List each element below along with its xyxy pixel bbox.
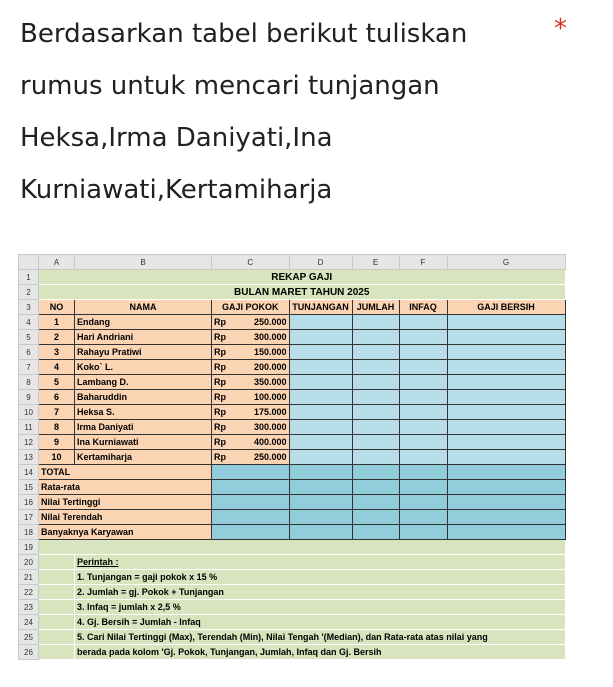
row-header: 7 [19,360,39,375]
cell-empty [447,495,565,510]
cell-empty [399,330,447,345]
cell-empty [447,315,565,330]
spacer-cell [39,600,75,615]
cell-empty [447,360,565,375]
sheet-title: REKAP GAJI [39,270,566,285]
row-header: 24 [19,615,39,630]
cell-empty [352,450,399,465]
cell-empty [399,390,447,405]
cell-no: 8 [39,420,75,435]
column-header-E: E [352,255,399,270]
cell-empty [212,465,290,480]
cell-empty [352,525,399,540]
cell-nama: Baharuddin [75,390,212,405]
cell-empty [352,420,399,435]
row-header: 22 [19,585,39,600]
required-asterisk: * [554,14,567,44]
column-header-D: D [289,255,352,270]
row-header: 12 [19,435,39,450]
row-header: 23 [19,600,39,615]
cell-empty [289,315,352,330]
summary-label: Nilai Terendah [39,510,212,525]
cell-empty [447,405,565,420]
cell-gaji-pokok: 400.000 [228,435,289,450]
row-header: 25 [19,630,39,645]
cell-gaji-pokok: 175.000 [228,405,289,420]
row-header: 17 [19,510,39,525]
cell-empty [352,330,399,345]
spacer-cell [39,555,75,570]
instruction-line: 1. Tunjangan = gaji pokok x 15 % [75,570,566,585]
cell-empty [447,525,565,540]
cell-gaji-pokok: 350.000 [228,375,289,390]
column-header-G: G [447,255,565,270]
column-header-jumlah: JUMLAH [352,300,399,315]
cell-empty [352,390,399,405]
cell-empty [399,420,447,435]
cell-rp: Rp [212,330,229,345]
sheet-subtitle: BULAN MARET TAHUN 2025 [39,285,566,300]
cell-empty [399,495,447,510]
cell-rp: Rp [212,360,229,375]
cell-nama: Rahayu Pratiwi [75,345,212,360]
cell-rp: Rp [212,345,229,360]
column-header-nama: NAMA [75,300,212,315]
cell-nama: Endang [75,315,212,330]
cell-empty [289,375,352,390]
column-header-infaq: INFAQ [399,300,447,315]
cell-gaji-pokok: 100.000 [228,390,289,405]
column-header-C: C [212,255,290,270]
row-header: 21 [19,570,39,585]
cell-empty [447,390,565,405]
instruction-line: 2. Jumlah = gj. Pokok + Tunjangan [75,585,566,600]
cell-empty [399,345,447,360]
spreadsheet-image [18,254,566,660]
cell-nama: Kertamiharja [75,450,212,465]
cell-nama: Irma Daniyati [75,420,212,435]
cell-empty [399,315,447,330]
cell-empty [447,345,565,360]
cell-no: 6 [39,390,75,405]
row-header: 13 [19,450,39,465]
spacer-cell [39,570,75,585]
cell-nama: Hari Andriani [75,330,212,345]
cell-nama: Ina Kurniawati [75,435,212,450]
cell-empty [289,360,352,375]
cell-empty [447,465,565,480]
column-header-F: F [399,255,447,270]
cell-no: 4 [39,360,75,375]
cell-empty [399,375,447,390]
row-header: 1 [19,270,39,285]
cell-empty [289,420,352,435]
column-header-tunjangan: TUNJANGAN [289,300,352,315]
cell-empty [399,525,447,540]
row-header: 26 [19,645,39,660]
cell-gaji-pokok: 150.000 [228,345,289,360]
cell-gaji-pokok: 300.000 [228,420,289,435]
cell-empty [289,525,352,540]
cell-gaji-pokok: 250.000 [228,450,289,465]
cell-empty [212,495,290,510]
cell-empty [352,435,399,450]
instruction-line: 5. Cari Nilai Tertinggi (Max), Terendah (Min), Nilai Tengah '(Median), dan Rata-rata atas nilai yang [75,630,566,645]
spacer-cell [39,585,75,600]
row-header: 8 [19,375,39,390]
cell-empty [352,465,399,480]
row-header: 10 [19,405,39,420]
cell-empty [447,330,565,345]
column-header-gaji-pokok: GAJI POKOK [212,300,290,315]
cell-rp: Rp [212,420,229,435]
cell-empty [212,480,290,495]
cell-empty [447,420,565,435]
cell-rp: Rp [212,450,229,465]
spacer-cell [39,645,75,660]
row-header: 15 [19,480,39,495]
cell-empty [352,375,399,390]
instruction-line: 4. Gj. Bersih = Jumlah - Infaq [75,615,566,630]
row-header: 20 [19,555,39,570]
row-header: 18 [19,525,39,540]
cell-no: 9 [39,435,75,450]
corner-cell [19,255,39,270]
row-header: 9 [19,390,39,405]
cell-empty [289,480,352,495]
cell-empty [447,435,565,450]
column-header-no: NO [39,300,75,315]
cell-empty [352,480,399,495]
cell-empty [352,405,399,420]
cell-empty [399,510,447,525]
cell-empty [352,315,399,330]
cell-empty [399,435,447,450]
cell-no: 10 [39,450,75,465]
cell-empty [289,450,352,465]
cell-empty [352,345,399,360]
cell-gaji-pokok: 300.000 [228,330,289,345]
summary-label: Nilai Tertinggi [39,495,212,510]
instruction-line: 3. Infaq = jumlah x 2,5 % [75,600,566,615]
cell-rp: Rp [212,390,229,405]
cell-empty [352,510,399,525]
row-header: 11 [19,420,39,435]
row-header: 6 [19,345,39,360]
cell-rp: Rp [212,405,229,420]
cell-rp: Rp [212,375,229,390]
cell-no: 1 [39,315,75,330]
cell-empty [289,495,352,510]
cell-empty [447,450,565,465]
cell-gaji-pokok: 250.000 [228,315,289,330]
cell-no: 3 [39,345,75,360]
summary-label: TOTAL [39,465,212,480]
cell-nama: Koko` L. [75,360,212,375]
cell-empty [399,480,447,495]
summary-label: Banyaknya Karyawan [39,525,212,540]
cell-empty [212,525,290,540]
spacer-cell [39,615,75,630]
row-header: 19 [19,540,39,555]
row-header: 14 [19,465,39,480]
row-header: 5 [19,330,39,345]
cell-empty [399,450,447,465]
cell-empty [289,465,352,480]
column-header-gaji-bersih: GAJI BERSIH [447,300,565,315]
summary-label: Rata-rata [39,480,212,495]
column-header-A: A [39,255,75,270]
cell-empty [352,360,399,375]
blank-row [39,540,566,555]
cell-empty [447,375,565,390]
cell-nama: Lambang D. [75,375,212,390]
cell-empty [289,330,352,345]
cell-gaji-pokok: 200.000 [228,360,289,375]
cell-empty [399,405,447,420]
column-header-B: B [75,255,212,270]
cell-empty [447,510,565,525]
cell-empty [289,405,352,420]
cell-nama: Heksa S. [75,405,212,420]
cell-rp: Rp [212,435,229,450]
row-header: 16 [19,495,39,510]
cell-rp: Rp [212,315,229,330]
cell-empty [289,510,352,525]
row-header: 3 [19,300,39,315]
cell-empty [289,345,352,360]
instructions-heading: Perintah : [75,555,566,570]
question-title: Berdasarkan tabel berikut tuliskan rumus untuk mencari tunjangan Heksa,Irma Daniyati,Ina Kurniawati,Kertamiharja [20,19,468,205]
cell-empty [399,465,447,480]
spacer-cell [39,630,75,645]
cell-no: 2 [39,330,75,345]
row-header: 4 [19,315,39,330]
row-header: 2 [19,285,39,300]
cell-empty [447,480,565,495]
cell-no: 7 [39,405,75,420]
cell-empty [352,495,399,510]
cell-empty [289,435,352,450]
cell-empty [399,360,447,375]
cell-empty [212,510,290,525]
instruction-line: berada pada kolom 'Gj. Pokok, Tunjangan, Jumlah, Infaq dan Gj. Bersih [75,645,566,660]
cell-empty [289,390,352,405]
cell-no: 5 [39,375,75,390]
